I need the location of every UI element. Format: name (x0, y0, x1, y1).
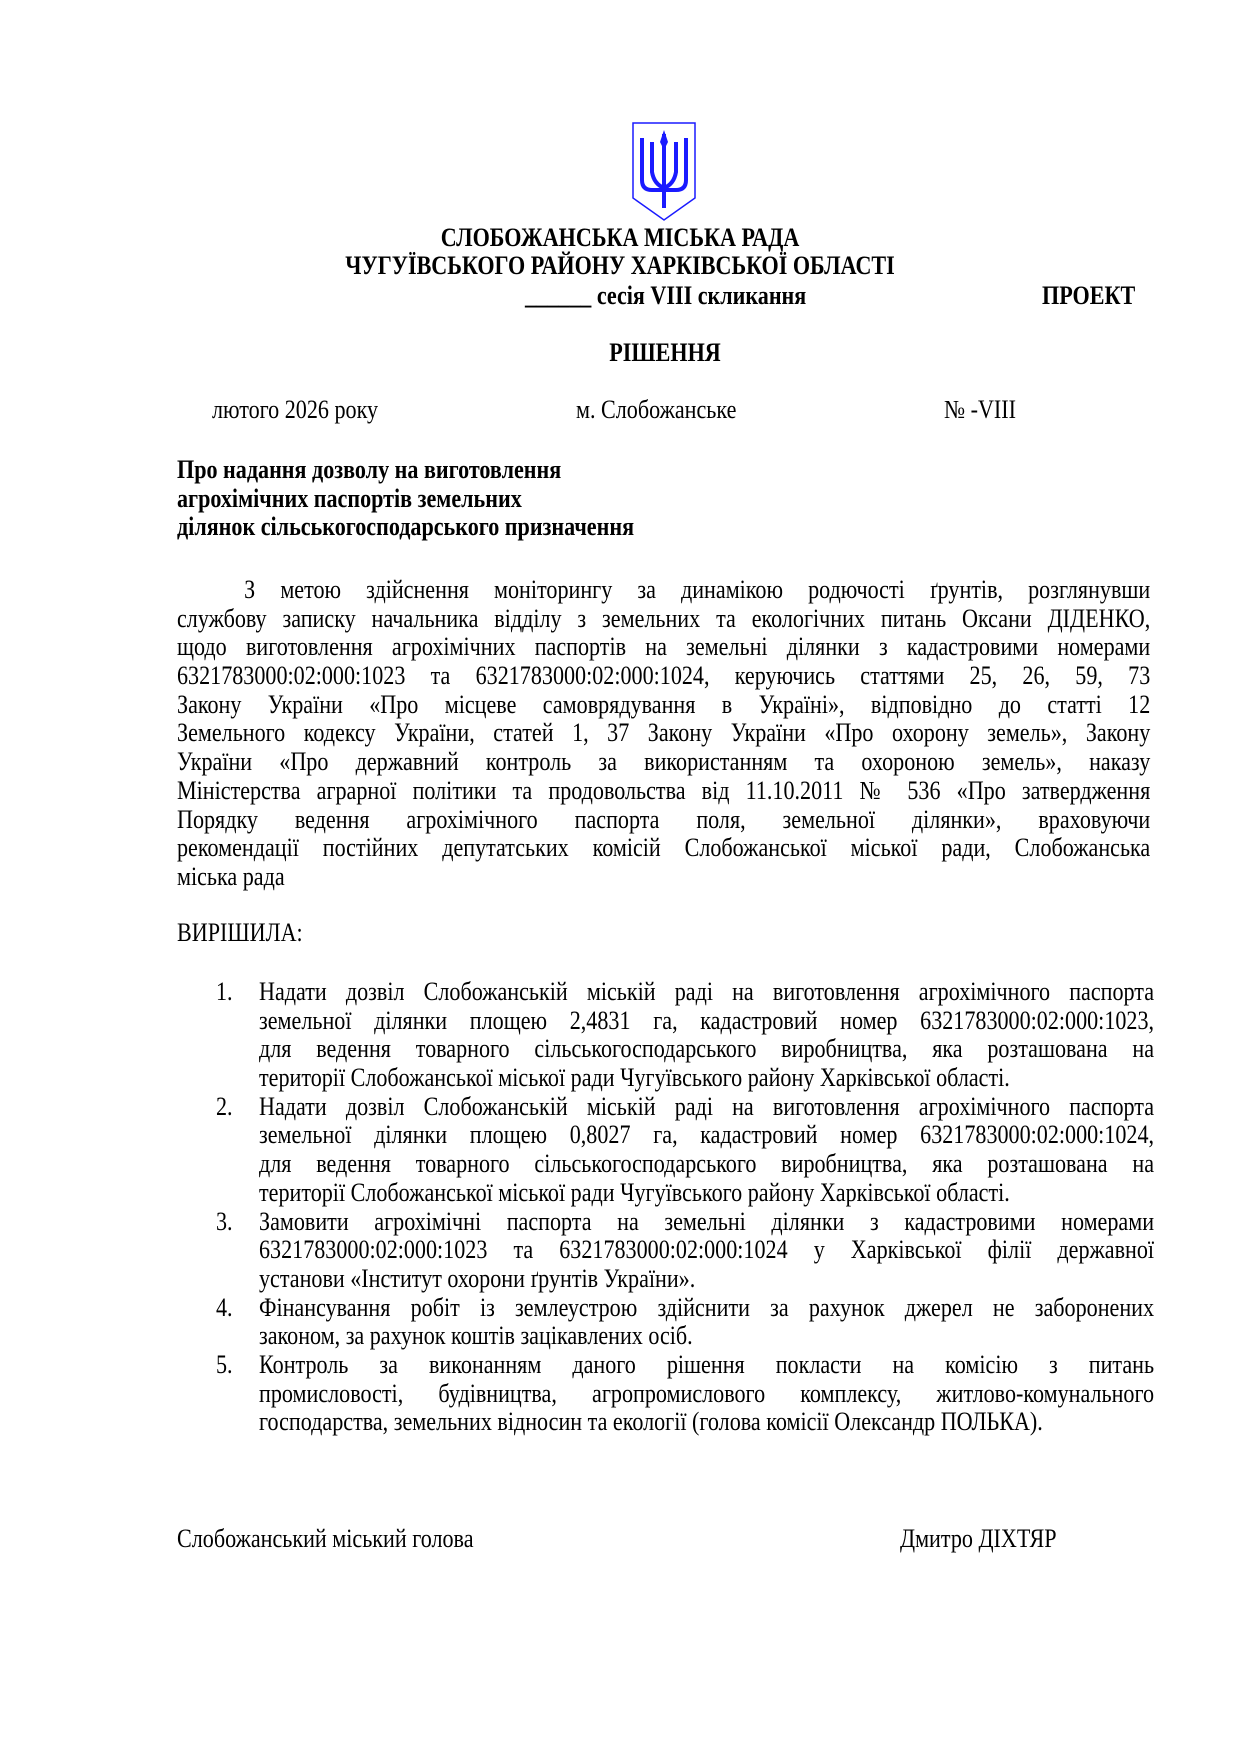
list-item-line: промисловості, будівництва, агропромислового комплексу, житлово-комунального (259, 1378, 1155, 1408)
list-item-line: земельної ділянки площею 2,4831 га, кадастровий номер 6321783000:02:000:1023, (259, 1005, 1155, 1035)
list-item-line: Фінансування робіт із землеустрою здійснити за рахунок джерел не заборонених (259, 1292, 1155, 1322)
list-item-line: для ведення товарного сільськогосподарського виробництва, яка розташована на (259, 1034, 1155, 1064)
decision-date: лютого 2026 року (212, 395, 379, 424)
list-item-line: законом, за рахунок коштів зацікавлених осіб. (259, 1321, 693, 1351)
district-name: ЧУГУЇВСЬКОГО РАЙОНУ ХАРКІВСЬКОЇ ОБЛАСТІ (345, 251, 895, 280)
list-item-number: 4. (216, 1292, 233, 1322)
subject-line: агрохімічних паспортів земельних (177, 483, 522, 513)
preamble-line: Закону України «Про місцеве самоврядування в Україні», відповідно до статті 12 (177, 689, 1151, 719)
preamble-line: З метою здійснення моніторингу за динамікою родючості ґрунтів, розглянувши (244, 575, 1151, 604)
ukraine-trident-emblem-icon (632, 122, 696, 222)
list-item-line: території Слобожанської міської ради Чугуївського району Харківської області. (259, 1177, 1010, 1207)
list-item-line: 6321783000:02:000:1023 та 6321783000:02:000:1024 у Харківської філії державної (259, 1235, 1155, 1265)
list-item-number: 1. (216, 977, 233, 1006)
decision-title: РІШЕННЯ (609, 338, 721, 367)
preamble-line: 6321783000:02:000:1023 та 6321783000:02:000:1024, керуючись статтями 25, 26, 59, 73 (177, 661, 1151, 691)
preamble-line: України «Про державний контроль за використанням та охороною земель», наказу (177, 747, 1151, 777)
list-item-line: установи «Інститут охорони ґрунтів України». (259, 1263, 696, 1293)
preamble-line: міська рада (177, 861, 285, 891)
list-item-line: Замовити агрохімічні паспорта на земельні ділянки з кадастровими номерами (259, 1206, 1155, 1236)
council-name: СЛОБОЖАНСЬКА МІСЬКА РАДА (440, 223, 800, 252)
list-item-number: 5. (216, 1350, 233, 1380)
decision-place: м. Слобожанське (576, 395, 737, 424)
preamble-line: щодо виготовлення агрохімічних паспортів на земельні ділянки з кадастровими номерами (177, 632, 1151, 662)
preamble-line: Порядку ведення агрохімічного паспорта поля, земельної ділянки», враховуючи (177, 804, 1151, 834)
preamble-paragraph (177, 576, 1150, 892)
subject-heading (177, 456, 1150, 542)
signature-position: Слобожанський міський голова (177, 1524, 474, 1553)
preamble-line: Земельного кодексу України, статей 1, 37 Закону України «Про охорону земель», Закону (177, 718, 1151, 748)
list-item-number: 2. (216, 1091, 233, 1121)
preamble-line: службову записку начальника відділу з земельних та екологічних питань Оксани ДІДЕНКО, (177, 603, 1151, 633)
resolved-label: ВИРІШИЛА: (177, 918, 303, 947)
draft-mark: ПРОЕКТ (1042, 281, 1136, 310)
list-item-line: території Слобожанської міської ради Чугуївського району Харківської області. (259, 1063, 1010, 1093)
list-item-line: для ведення товарного сільськогосподарського виробництва, яка розташована на (259, 1149, 1155, 1179)
list-item-number: 3. (216, 1206, 233, 1236)
list-item-line: земельної ділянки площею 0,8027 га, кадастровий номер 6321783000:02:000:1024, (259, 1120, 1155, 1150)
signature-name: Дмитро ДІХТЯР (900, 1524, 1057, 1553)
decision-number: № -VIII (944, 395, 1017, 424)
preamble-line: рекомендації постійних депутатських комісій Слобожанської міської ради, Слобожанська (177, 833, 1151, 863)
list-item-line: Контроль за виконанням даного рішення покласти на комісію з питань (259, 1350, 1155, 1380)
subject-line: Про надання дозволу на виготовлення (177, 455, 562, 484)
list-item-line: Надати дозвіл Слобожанській міській раді на виготовлення агрохімічного паспорта (259, 1091, 1155, 1121)
list-item-line: Надати дозвіл Слобожанській міській раді на виготовлення агрохімічного паспорта (259, 977, 1155, 1006)
subject-line: ділянок сільськогосподарського призначення (177, 512, 635, 542)
list-item-line: господарства, земельних відносин та екології (голова комісії Олександр ПОЛЬКА). (259, 1407, 1043, 1437)
session-line: ______ сесія VIII скликання (525, 281, 807, 310)
preamble-line: Міністерства аграрної політики та продовольства від 11.10.2011 № 536 «Про затвердження (177, 775, 1151, 805)
